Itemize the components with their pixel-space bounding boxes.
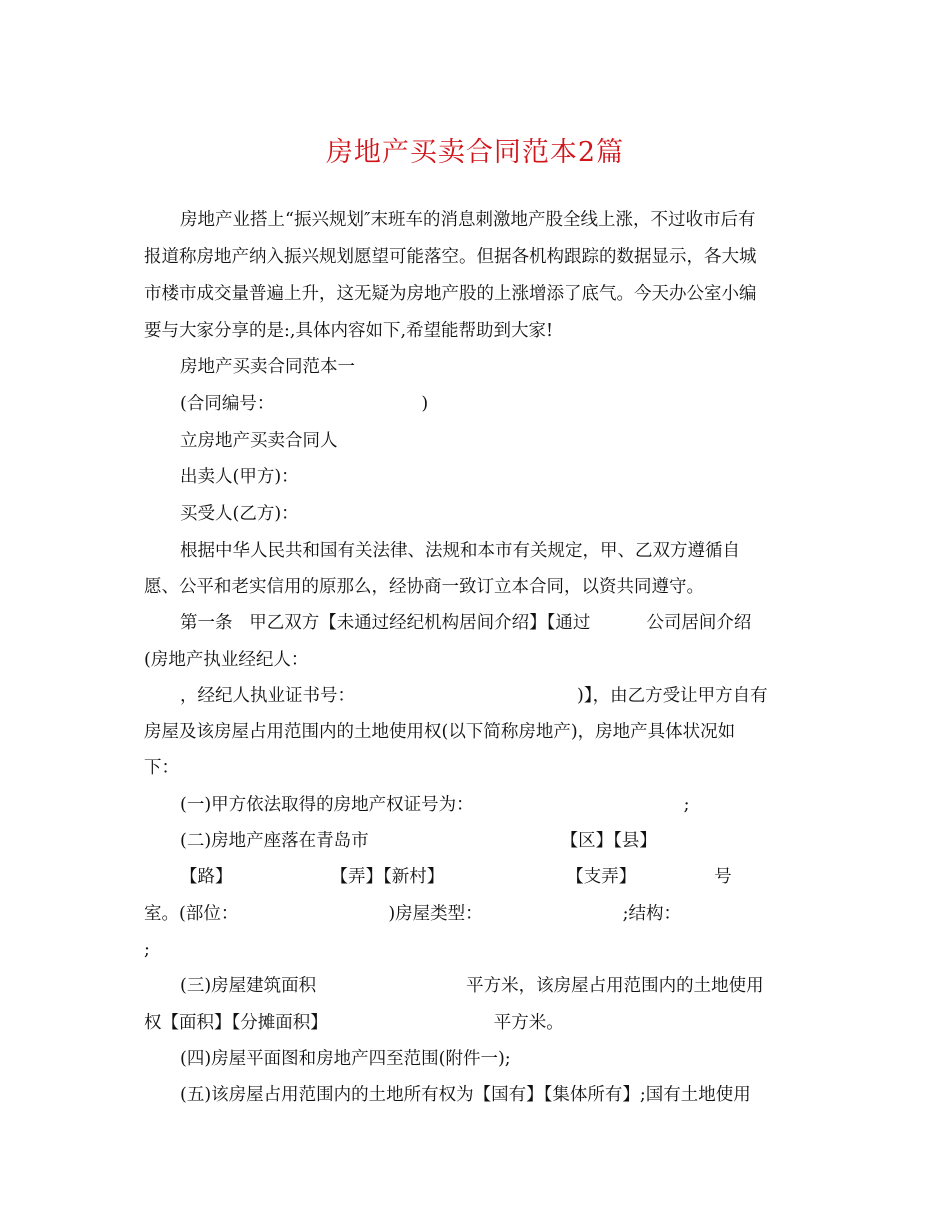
item-4: (四)房屋平面图和房地产四至范围(附件一);	[180, 1049, 511, 1069]
article1-agency: 公司居间介绍	[646, 613, 752, 633]
document-title: 房地产买卖合同范本2篇	[325, 137, 625, 168]
article1-cert-close: )】，由乙方受让甲方自有	[577, 686, 768, 706]
item-3-unit: 平方米。	[493, 1013, 564, 1033]
item-2-detail	[144, 902, 681, 926]
item-2-branch: 【支弄】	[566, 867, 637, 887]
item-1-end: ;	[683, 795, 690, 815]
item-1-label: (一)甲方依法取得的房地产权证号为：	[180, 795, 474, 815]
article1-cert-label: ，经纪人执业证书号：	[180, 686, 355, 706]
article1-line3	[180, 684, 768, 708]
item-2-end: ;	[144, 940, 150, 960]
item-3-label: (三)房屋建筑面积	[180, 976, 317, 996]
item-2-room: 室。(部位：	[144, 904, 239, 924]
item-3-line2	[144, 1011, 564, 1035]
contract-number-close: )	[421, 394, 429, 414]
preamble-line: 愿、公平和老实信用的原那么，经协商一致订立本合同，以资共同遵守。	[144, 577, 704, 597]
intro-line: 房地产业搭上“振兴规划″末班车的消息刺激地产股全线上涨，不过收市后有	[180, 210, 756, 230]
buyer-label: 买受人(乙方)：	[180, 504, 299, 524]
article1-line1	[180, 611, 751, 635]
item-5: (五)该房屋占用范围内的土地所有权为【国有】【集体所有】;国有土地使用	[180, 1085, 751, 1105]
intro-line: 要与大家分享的是:,具体内容如下,希望能帮助到大家!	[144, 321, 554, 341]
item-3	[180, 974, 764, 998]
contract-number-line	[180, 392, 428, 416]
article1-line2: (房地产执业经纪人：	[144, 650, 309, 670]
article1-line5: 下：	[144, 758, 179, 778]
preamble-line: 根据中华人民共和国有关法律、法规和本市有关规定，甲、乙双方遵循自	[180, 541, 740, 561]
item-2-road: 【路】	[180, 867, 233, 887]
item-2	[180, 829, 657, 853]
item-2-number: 号	[714, 867, 732, 887]
item-2-type: )房屋类型：	[388, 904, 483, 924]
article1-line4: 房屋及该房屋占用范围内的土地使用权(以下简称房地产)，房地产具体状况如	[144, 722, 736, 742]
item-2-district: 【区】【县】	[560, 831, 657, 851]
item-2-lane: 【弄】【新村】	[330, 867, 445, 887]
contract-number-label: (合同编号：	[180, 394, 275, 414]
intro-line: 报道称房地产纳入振兴规划愿望可能落空。但据各机构跟踪的数据显示，各大城	[144, 247, 757, 267]
article1-text: 第一条 甲乙双方【未通过经纪机构居间介绍】【通过	[180, 613, 591, 633]
item-3-area: 权【面积】【分摊面积】	[144, 1013, 328, 1033]
item-2-address	[180, 865, 732, 889]
item-2-structure: ;结构：	[622, 904, 682, 924]
parties-heading: 立房地产买卖合同人	[180, 431, 338, 451]
item-3-text: 平方米，该房屋占用范围内的土地使用	[466, 976, 764, 996]
seller-label: 出卖人(甲方)：	[180, 467, 299, 487]
intro-line: 市楼市成交量普遍上升，这无疑为房地产股的上涨增添了底气。今天办公室小编	[144, 284, 757, 304]
item-2-label: (二)房地产座落在青岛市	[180, 831, 369, 851]
section-title: 房地产买卖合同范本一	[180, 357, 355, 377]
item-1	[180, 793, 690, 817]
